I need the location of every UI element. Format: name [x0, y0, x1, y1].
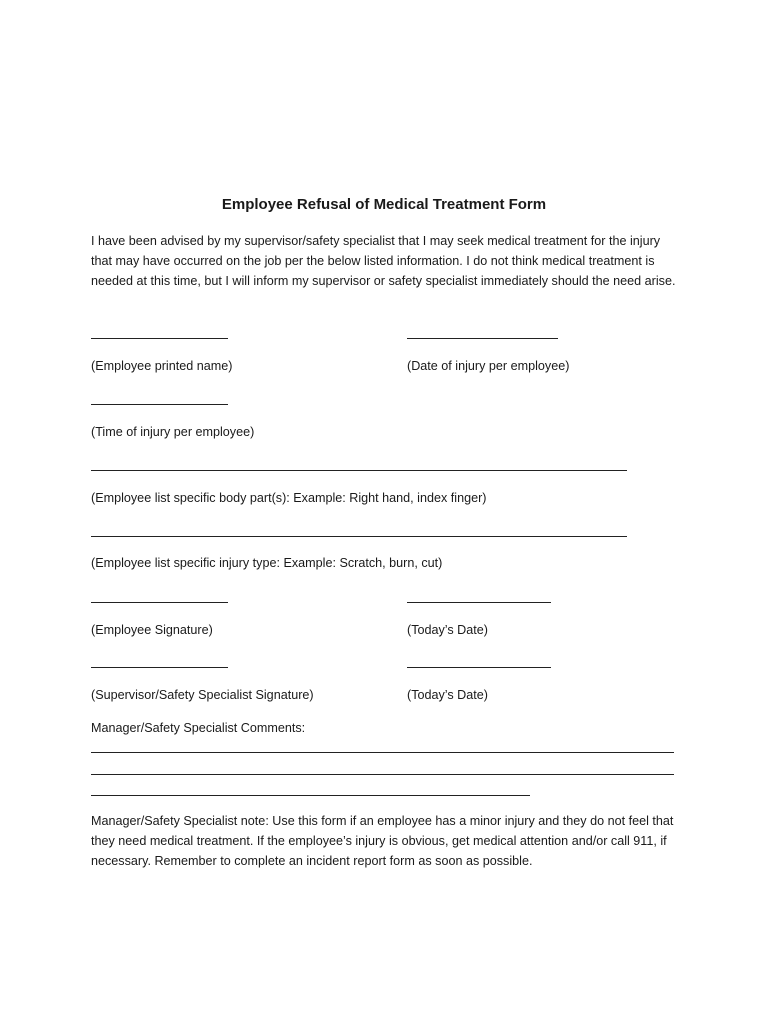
comments-line-2[interactable]: [91, 774, 674, 775]
time-of-injury-label: (Time of injury per employee): [91, 425, 255, 439]
injury-type-label: (Employee list specific injury type: Example: Scratch, burn, cut): [91, 556, 443, 570]
employee-signature-line[interactable]: [91, 602, 228, 603]
supervisor-signature-line[interactable]: [91, 667, 228, 668]
comments-line-3[interactable]: [91, 795, 530, 796]
date-of-injury-line[interactable]: [407, 338, 558, 339]
supervisor-todays-date-line[interactable]: [407, 667, 551, 668]
supervisor-signature-label: (Supervisor/Safety Specialist Signature): [91, 688, 314, 702]
date-of-injury-label: (Date of injury per employee): [407, 359, 570, 373]
employee-todays-date-label: (Today’s Date): [407, 623, 488, 637]
supervisor-todays-date-label: (Today’s Date): [407, 688, 488, 702]
employee-printed-name-label: (Employee printed name): [91, 359, 233, 373]
employee-printed-name-line[interactable]: [91, 338, 228, 339]
comments-label: Manager/Safety Specialist Comments:: [91, 721, 306, 735]
injury-type-line[interactable]: [91, 536, 627, 537]
intro-paragraph: I have been advised by my supervisor/safety specialist that I may seek medical treatment for the injury that may have occurred on the job per the below listed information. I do not think medical treatment is needed at this time, but I will inform my supervisor or safety specialist immediately should the need arise.: [91, 234, 676, 288]
body-parts-line[interactable]: [91, 470, 627, 471]
manager-note-paragraph: Manager/Safety Specialist note: Use this form if an employee has a minor injury and they do not feel that they need medical treatment. If the employee’s injury is obvious, get medical attention and/or call 911, if necessary. Remember to complete an incident report form as soon as possible.: [91, 814, 674, 868]
form-title: Employee Refusal of Medical Treatment Form: [221, 196, 547, 213]
employee-signature-label: (Employee Signature): [91, 623, 213, 637]
time-of-injury-line[interactable]: [91, 404, 228, 405]
employee-todays-date-line[interactable]: [407, 602, 551, 603]
body-parts-label: (Employee list specific body part(s): Example: Right hand, index finger): [91, 491, 487, 505]
comments-line-1[interactable]: [91, 752, 674, 753]
